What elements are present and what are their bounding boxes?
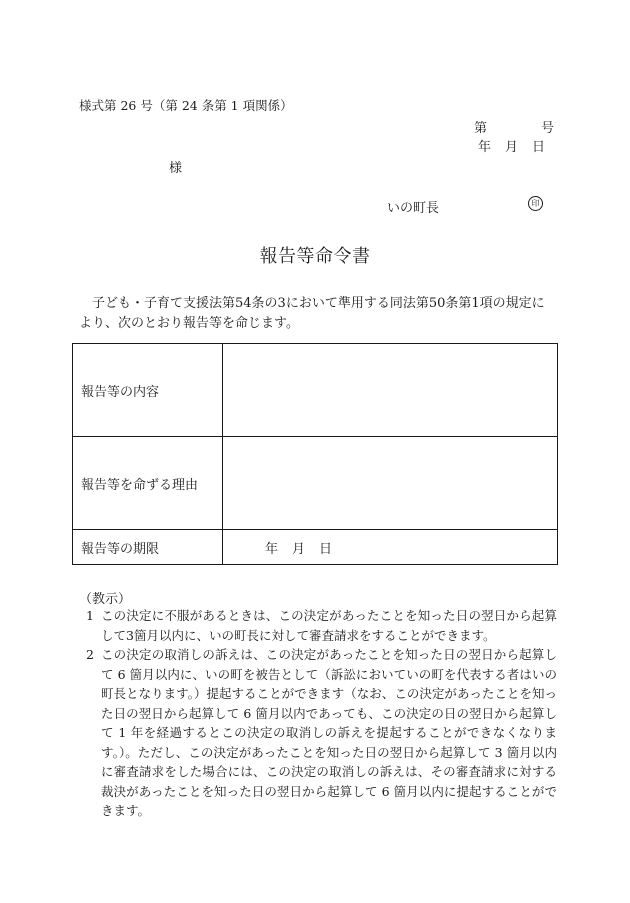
list-item — [79, 645, 557, 821]
issuer-name: いの町長 — [387, 201, 440, 216]
document-title: 報告等命令書 — [259, 246, 371, 267]
notice-text: この決定に不服があるときは、この決定があったことを知った日の翌日から起算して3箇月以内に、いの町長に対して審査請求をすることができます。 — [101, 608, 557, 643]
row-label-reason: 報告等を命ずる理由 — [73, 437, 223, 530]
notice-number: 2 — [86, 647, 94, 662]
row-value-deadline — [223, 530, 558, 565]
row-label-content: 報告等の内容 — [73, 344, 223, 437]
issue-date-line — [478, 136, 545, 155]
notice-number: 1 — [86, 608, 94, 623]
table-row — [73, 437, 558, 530]
row-label-deadline: 報告等の期限 — [73, 530, 223, 565]
number-suffix: 号 — [541, 121, 555, 136]
date-day: 日 — [532, 140, 546, 155]
notice-list — [79, 606, 557, 821]
seal-mark: 印 — [528, 196, 543, 211]
deadline-day: 日 — [319, 541, 333, 557]
date-year: 年 — [478, 140, 492, 155]
notice-text: この決定の取消しの訴えは、この決定があったことを知った日の翌日から起算して 6 箇月以内に、いの町を被告として（訴訟においていの町を代表する者はいの町長となります。）提起することができます（なお、この決定があったことを知った日の翌日から起算して 6 箇月以内であっても、この決定の日の翌日から起算して 1 年を経過するとこの決定の取消しの訴えを提起することができなくなります。）。ただし、この決定があったことを知った日の翌日から起算して 3 箇月以内に審査請求をした場合には、この決定の取消しの訴えは、その審査請求に対する裁決があったことを知った日の翌日から起算して 6 箇月以内に提起することができます。 — [101, 647, 557, 818]
details-table — [72, 343, 558, 565]
body-paragraph — [79, 294, 557, 334]
table-row — [73, 344, 558, 437]
date-month: 月 — [505, 140, 519, 155]
document-number-line — [474, 117, 554, 136]
form-reference: 様式第 26 号（第 24 条第 1 項関係） — [79, 98, 293, 113]
list-item — [79, 606, 557, 645]
notice-heading: （教示） — [79, 592, 132, 607]
table-row — [73, 530, 558, 565]
row-value-reason — [223, 437, 558, 530]
number-prefix: 第 — [474, 121, 488, 136]
addressee-suffix: 様 — [169, 161, 183, 176]
row-value-content — [223, 344, 558, 437]
body-text: 子ども・子育て支援法第54条の3において準用する同法第50条第1項の規定により、次のとおり報告等を命じます。 — [79, 296, 545, 331]
deadline-month: 月 — [292, 541, 306, 557]
deadline-year: 年 — [265, 541, 279, 557]
